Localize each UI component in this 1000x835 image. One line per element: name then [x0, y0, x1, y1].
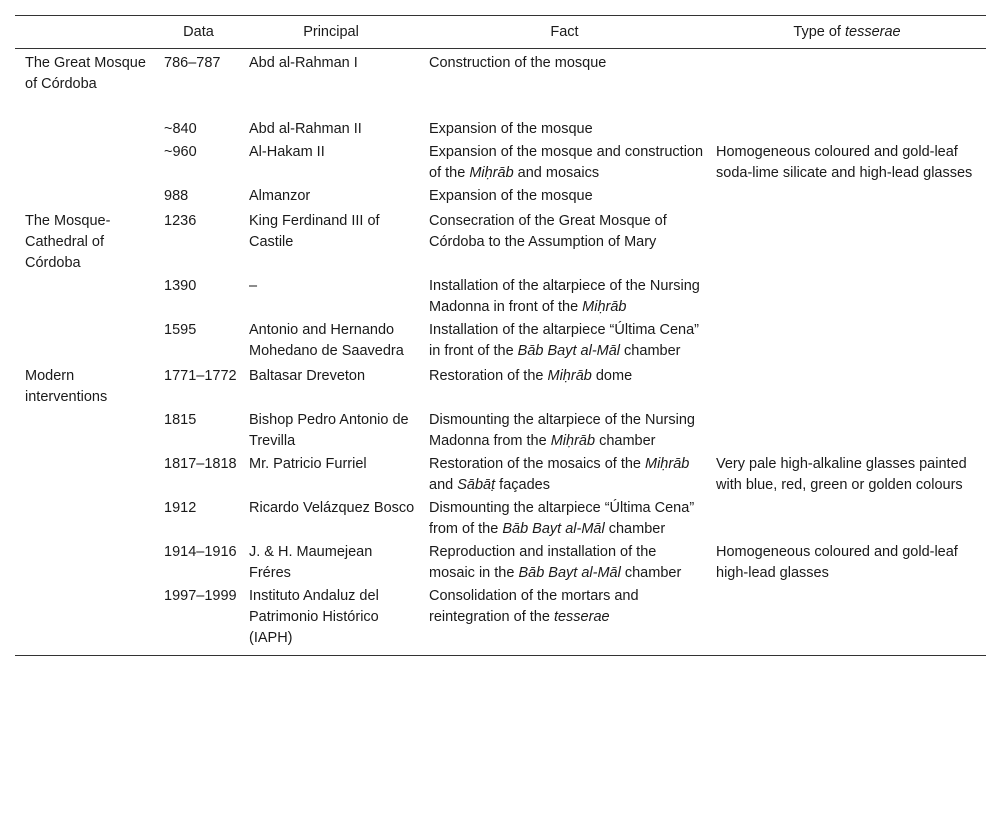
cell-principal: Antonio and Hernando Mohedano de Saavedra: [249, 322, 404, 359]
cell-principal: –: [249, 278, 258, 294]
cell-site: [15, 585, 156, 656]
cell-principal: Mr. Patricio Furriel: [249, 456, 367, 472]
fact-text: chamber: [620, 343, 681, 359]
cell-site: [15, 541, 156, 585]
cell-fact: [421, 409, 708, 453]
fact-text: chamber: [620, 565, 682, 581]
cell-fact: [421, 453, 708, 497]
cell-site: [15, 275, 156, 319]
fact-italic-term: Bāb Bayt al-Māl: [518, 565, 621, 581]
table-header-row: [15, 16, 986, 49]
cell-type: [708, 210, 986, 275]
fact-italic-term: Miḥrāb: [469, 165, 514, 181]
table-row: [15, 49, 986, 119]
cell-site: The Great Mosque of Córdoba: [25, 55, 146, 92]
fact-text: chamber: [595, 433, 656, 449]
fact-text: Installation of the altarpiece “Última Cena” in front of the: [429, 322, 699, 359]
fact-italic-term: Miḥrāb: [582, 299, 627, 315]
fact-text: Reproduction and installation of the mosaic in the: [429, 544, 657, 581]
cell-fact: [421, 275, 708, 319]
cell-fact: [421, 210, 708, 275]
cell-principal: J. & H. Maumejean Fréres: [249, 544, 373, 581]
fact-text: Restoration of the mosaics of the: [429, 456, 645, 472]
cell-type: [708, 497, 986, 541]
cell-date: ~840: [164, 121, 197, 137]
cell-date: 1390: [164, 278, 197, 294]
cell-type: Homogeneous coloured and gold-leaf high-lead glasses: [716, 544, 958, 581]
cell-date: 1595: [164, 322, 197, 338]
cell-principal: King Ferdinand III of Castile: [249, 213, 380, 250]
cell-fact: [421, 49, 708, 119]
cell-type: [708, 319, 986, 365]
cell-site: [15, 409, 156, 453]
header-type: [708, 16, 986, 49]
interventions-table: [15, 15, 986, 656]
cell-date: 1815: [164, 412, 197, 428]
cell-site: [15, 497, 156, 541]
table-row: [15, 275, 986, 319]
header-date: Data: [183, 23, 214, 40]
fact-text: Expansion of the mosque: [429, 188, 593, 204]
fact-italic-term: Miḥrāb: [547, 368, 592, 384]
table-row: [15, 319, 986, 365]
cell-type: [708, 275, 986, 319]
header-site: [15, 16, 156, 49]
fact-text: Consolidation of the mortars and reintegration of the: [429, 588, 639, 625]
cell-principal: Al-Hakam II: [249, 144, 325, 160]
cell-date: 786–787: [164, 55, 221, 71]
cell-site: [15, 185, 156, 210]
fact-italic-term: Bāb Bayt al-Māl: [517, 343, 621, 359]
table-row: [15, 210, 986, 275]
fact-text: Construction of the mosque: [429, 55, 607, 71]
cell-date: 1914–1916: [164, 544, 237, 560]
table-row: [15, 365, 986, 409]
fact-italic-term: Miḥrāb: [645, 456, 690, 472]
fact-text: and mosaics: [513, 165, 600, 181]
cell-type: [708, 365, 986, 409]
table-body: [15, 49, 986, 656]
cell-type: [708, 409, 986, 453]
fact-text: Consecration of the Great Mosque of Córdoba to the Assumption of Mary: [429, 213, 667, 250]
interventions-table-container: [15, 15, 986, 656]
table-row: [15, 497, 986, 541]
cell-date: 1771–1772: [164, 368, 237, 384]
header-type-italic: tesserae: [844, 23, 901, 40]
cell-site: [15, 118, 156, 141]
cell-site: [15, 141, 156, 185]
cell-date: 1997–1999: [164, 588, 237, 604]
table-row: [15, 585, 986, 656]
cell-principal: Bishop Pedro Antonio de Trevilla: [249, 412, 409, 449]
cell-principal: Baltasar Dreveton: [249, 368, 366, 384]
cell-date: 988: [164, 188, 189, 204]
cell-type: [708, 49, 986, 119]
cell-type: Homogeneous coloured and gold-leaf soda-lime silicate and high-lead glasses: [716, 144, 973, 181]
cell-fact: [421, 141, 708, 185]
fact-text: Expansion of the mosque: [429, 121, 593, 137]
fact-text: and: [429, 477, 458, 493]
fact-text: Installation of the altarpiece of the Nursing Madonna in front of the: [429, 278, 700, 315]
cell-principal: Instituto Andaluz del Patrimonio Histórico (IAPH): [249, 588, 379, 646]
table-row: [15, 409, 986, 453]
table-row: [15, 118, 986, 141]
fact-text: Dismounting the altarpiece “Última Cena” from of the: [429, 500, 695, 537]
cell-fact: [421, 365, 708, 409]
table-row: [15, 453, 986, 497]
table-row: [15, 141, 986, 185]
fact-text: chamber: [604, 521, 666, 537]
fact-text: Dismounting the altarpiece of the Nursing Madonna from the: [429, 412, 695, 449]
cell-fact: [421, 497, 708, 541]
cell-site: The Mosque-Cathedral of Córdoba: [25, 213, 111, 271]
cell-site: [15, 453, 156, 497]
fact-italic-term: Miḥrāb: [550, 433, 596, 449]
cell-site: Modern interventions: [25, 368, 108, 405]
cell-site: [15, 319, 156, 365]
table-row: [15, 185, 986, 210]
cell-type: [708, 585, 986, 656]
cell-type: Very pale high-alkaline glasses painted with blue, red, green or golden colours: [716, 456, 967, 493]
fact-text: Expansion of the mosque and construction of the: [429, 144, 704, 181]
cell-fact: [421, 319, 708, 365]
fact-italic-term: tesserae: [553, 609, 610, 625]
header-fact: Fact: [550, 23, 579, 40]
fact-text: Restoration of the: [429, 368, 548, 384]
cell-principal: Ricardo Velázquez Bosco: [249, 500, 415, 516]
cell-date: 1817–1818: [164, 456, 237, 472]
fact-italic-term: Bāb Bayt al-Māl: [502, 521, 605, 537]
cell-type: [708, 185, 986, 210]
cell-date: 1912: [164, 500, 197, 516]
table-row: [15, 541, 986, 585]
cell-fact: [421, 118, 708, 141]
cell-date: ~960: [164, 144, 197, 160]
header-type-prefix: Type of: [793, 23, 845, 40]
header-principal: Principal: [303, 23, 359, 40]
cell-principal: Almanzor: [249, 188, 311, 204]
cell-principal: Abd al-Rahman II: [249, 121, 362, 137]
fact-text: façades: [495, 477, 550, 493]
cell-date: 1236: [164, 213, 197, 229]
cell-fact: [421, 585, 708, 656]
fact-text: dome: [591, 368, 633, 384]
cell-fact: [421, 185, 708, 210]
cell-type: [708, 118, 986, 141]
cell-principal: Abd al-Rahman I: [249, 55, 358, 71]
cell-fact: [421, 541, 708, 585]
fact-italic-term: Sābāṭ: [457, 477, 496, 493]
